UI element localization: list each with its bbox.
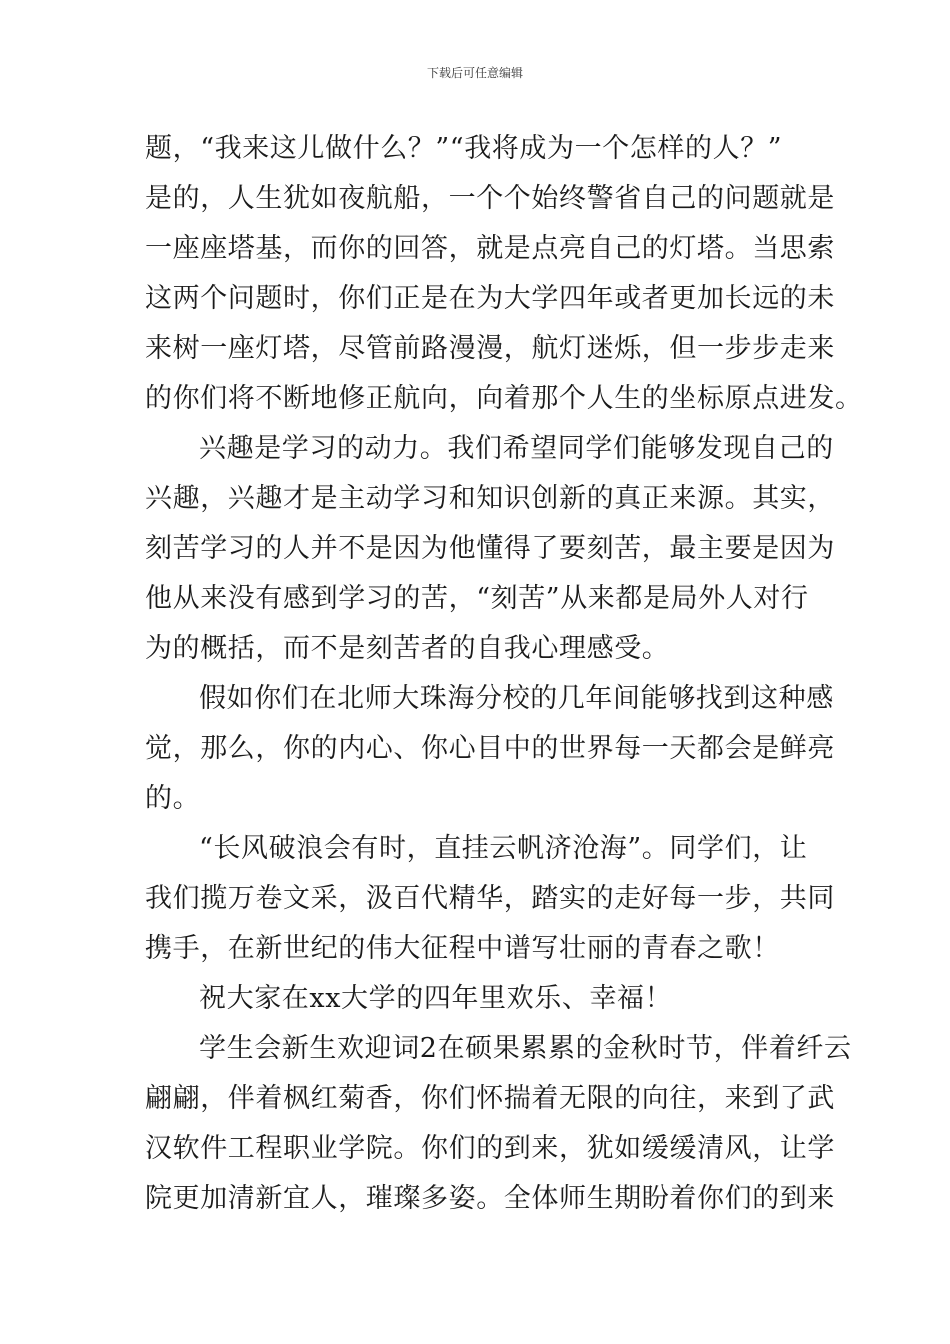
text-line: “长风破浪会有时，直挂云帆济沧海”。同学们，让 xyxy=(199,833,808,864)
text-line: 我们揽万卷文采，汲百代精华，踏实的走好每一步，共同 xyxy=(145,883,835,914)
document-body xyxy=(145,124,863,1224)
text-line: 一座座塔基，而你的回答，就是点亮自己的灯塔。当思索 xyxy=(145,233,835,264)
text-line: 院更加清新宜人，璀璨多姿。全体师生期盼着你们的到来 xyxy=(145,1183,835,1214)
text-line: 来树一座灯塔，尽管前路漫漫，航灯迷烁，但一步步走来 xyxy=(145,333,835,364)
text-line: 的。 xyxy=(145,783,201,814)
text-line: 兴趣是学习的动力。我们希望同学们能够发现自己的 xyxy=(199,433,834,464)
text-line: 假如你们在北师大珠海分校的几年间能够找到这种感 xyxy=(199,683,834,714)
text-line: 觉，那么，你的内心、你心目中的世界每一天都会是鲜亮 xyxy=(145,733,835,764)
text-line: 他从来没有感到学习的苦，“刻苦”从来都是局外人对行 xyxy=(145,583,809,614)
text-line: 祝大家在xx大学的四年里欢乐、幸福！ xyxy=(199,983,673,1014)
text-line: 刻苦学习的人并不是因为他懂得了要刻苦，最主要是因为 xyxy=(145,533,835,564)
text-line: 是的，人生犹如夜航船，一个个始终警省自己的问题就是 xyxy=(145,183,835,214)
text-line: 为的概括，而不是刻苦者的自我心理感受。 xyxy=(145,633,670,664)
text-line: 学生会新生欢迎词2在硕果累累的金秋时节，伴着纤云 xyxy=(199,1033,852,1064)
text-line: 汉软件工程职业学院。你们的到来，犹如缓缓清风，让学 xyxy=(145,1133,835,1164)
text-line: 的你们将不断地修正航向，向着那个人生的坐标原点进发。 xyxy=(145,383,863,414)
text-line: 题，“我来这儿做什么？”“我将成为一个怎样的人？” xyxy=(145,133,783,164)
text-line: 翩翩，伴着枫红菊香，你们怀揣着无限的向往，来到了武 xyxy=(145,1083,835,1114)
text-line: 这两个问题时，你们正是在为大学四年或者更加长远的未 xyxy=(145,283,835,314)
page-header-note: 下载后可任意编辑 xyxy=(426,66,523,80)
text-line: 兴趣，兴趣才是主动学习和知识创新的真正来源。其实， xyxy=(145,483,835,514)
text-line: 携手，在新世纪的伟大征程中谱写壮丽的青春之歌！ xyxy=(145,933,780,964)
